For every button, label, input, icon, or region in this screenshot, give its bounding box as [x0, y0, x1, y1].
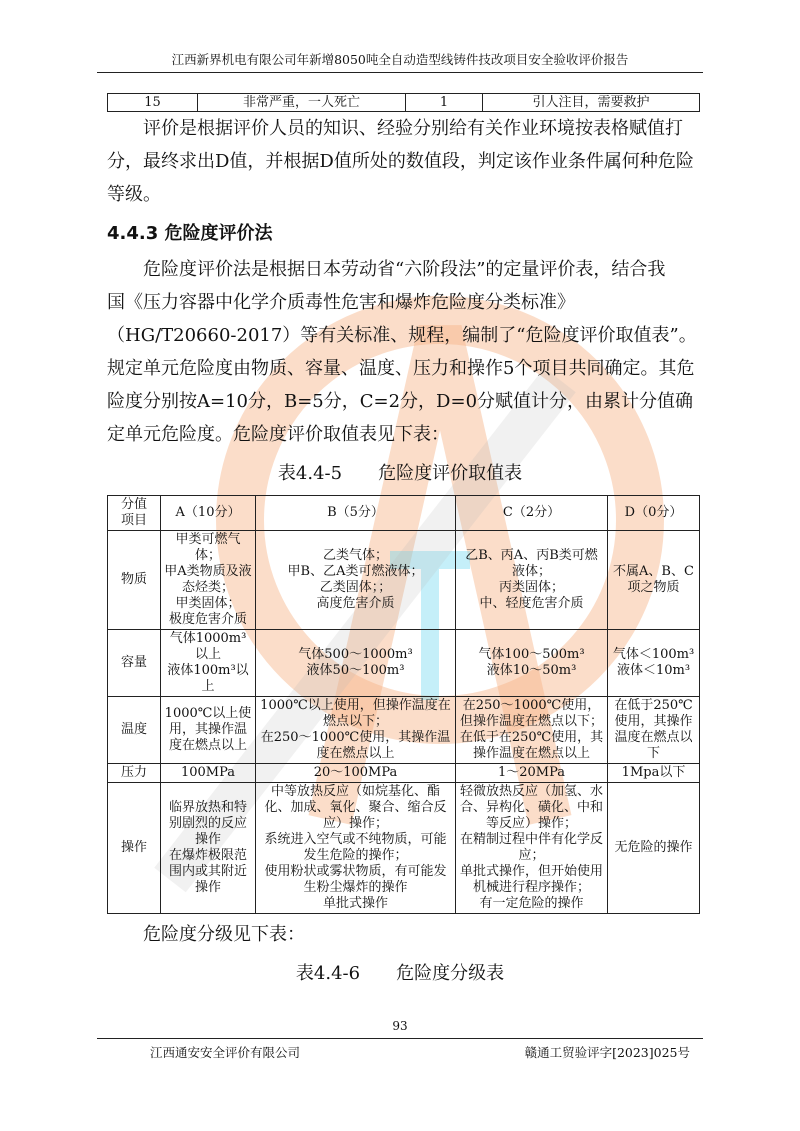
- table-row: [108, 531, 700, 630]
- page-header: 江西新界机电有限公司年新增8050吨全自动造型线铸件技改项目安全验收评价报告: [171, 52, 629, 67]
- table-row: [108, 764, 700, 783]
- paragraph-line: 规定单元危险度由物质、容量、温度、压力和操作5个项目共同确定。其危险度分别按A=10分，B=5分，C=2分，D=0分赋值计分，由累计分值确定单元危险度。危险度评价取值表见下表：: [107, 358, 695, 445]
- cell: 气体＜100m³ 液体＜10m³: [608, 630, 700, 697]
- table-row: [108, 697, 700, 764]
- cell: 物质: [108, 531, 161, 630]
- cell: 15: [108, 94, 198, 112]
- cell: 操作: [108, 783, 161, 914]
- cell: 在低于250℃使用，其操作温度在燃点以下: [608, 697, 700, 764]
- cell: 无危险的操作: [608, 783, 700, 914]
- cell: 乙类气体； 甲B、乙A类可燃液体； 乙类固体；； 高度危害介质: [256, 531, 456, 630]
- cell: 气体1000m³以上 液体100m³以上: [161, 630, 256, 697]
- table-row: [108, 94, 700, 112]
- cell: 1000℃以上使用，其操作温度在燃点以上: [161, 697, 256, 764]
- cell: 压力: [108, 764, 161, 783]
- header-divider: [97, 72, 703, 73]
- footer-report-number: 赣通工贸验评字[2023]025号: [524, 1045, 690, 1060]
- cell: 气体500～1000m³ 液体50～100m³: [256, 630, 456, 697]
- cell: 20～100MPa: [256, 764, 456, 783]
- cell: 温度: [108, 697, 161, 764]
- footer-divider: [97, 1038, 703, 1039]
- cell: 1000℃以上使用，但操作温度在燃点以下； 在250～1000℃使用，其操作温度在燃点以上: [256, 697, 456, 764]
- paragraph-line: 国《压力容器中化学介质毒性危害和爆炸危险度分类标准》: [107, 292, 575, 313]
- risk-scoring-table: [107, 495, 700, 914]
- cell: 中等放热反应（如烷基化、酯化、加成、氧化、聚合、缩合反应）操作； 系统进入空气或不纯物质，可能发生危险的操作； 使用粉状或雾状物质，有可能发生粉尘爆炸的操作 单批式操作: [256, 783, 456, 914]
- table-caption: 表4.4-5 危险度评价取值表: [277, 463, 523, 484]
- header-cell: C（2分）: [456, 496, 608, 531]
- table-row: [108, 783, 700, 914]
- footer-company: 江西通安安全评价有限公司: [150, 1045, 301, 1060]
- paragraph: 评价是根据评价人员的知识、经验分别给有关作业环境按表格赋值打分，最终求出D值，并根据D值所处的数值段，判定该作业条件属何种危险等级。: [107, 118, 694, 205]
- cell: 1Mpa以下: [608, 764, 700, 783]
- paragraph-line: （HG/T20660-2017）等有关标准、规程，编制了“危险度评价取值表”。: [107, 325, 697, 346]
- cell: 100MPa: [161, 764, 256, 783]
- header-cell: B（5分）: [256, 496, 456, 531]
- cell: 非常严重，一人死亡: [198, 94, 406, 112]
- cell: 甲类可燃气体； 甲A类物质及液态烃类； 甲类固体； 极度危害介质: [161, 531, 256, 630]
- paragraph-line: 危险度评价法是根据日本劳动省“六阶段法”的定量评价表，结合我: [143, 259, 666, 280]
- page-number: 93: [392, 1019, 408, 1033]
- footer: [0, 1006, 800, 1131]
- cell: 临界放热和特别剧烈的反应操作 在爆炸极限范围内或其附近操作: [161, 783, 256, 914]
- cell: 不属A、B、C项之物质: [608, 531, 700, 630]
- cell: 轻微放热反应（加氢、水合、异构化、磺化、中和等反应）操作； 在精制过程中伴有化学反应； 单批式操作，但开始使用机械进行程序操作； 有一定危险的操作: [456, 783, 608, 914]
- paragraph: 危险度分级见下表：: [143, 924, 305, 945]
- cell: 乙B、丙A、丙B类可燃液体； 丙类固体； 中、轻度危害介质: [456, 531, 608, 630]
- footer-row: [150, 1045, 690, 1061]
- table-caption: 表4.4-6 危险度分级表: [295, 963, 505, 984]
- cell: 1: [406, 94, 483, 112]
- table-row: [108, 630, 700, 697]
- section-heading: 4.4.3 危险度评价法: [107, 223, 273, 244]
- cell: 容量: [108, 630, 161, 697]
- cell: 引人注目，需要救护: [483, 94, 700, 112]
- table-header-row: [108, 496, 700, 531]
- top-table: [107, 93, 700, 112]
- cell: 在250～1000℃使用，但操作温度在燃点以下； 在低于在250℃使用，其操作温度在燃点以上: [456, 697, 608, 764]
- header-cell: A（10分）: [161, 496, 256, 531]
- content: [100, 93, 710, 995]
- header-cell: 分值 项目: [108, 496, 161, 531]
- header-cell: D（0分）: [608, 496, 700, 531]
- cell: 1～20MPa: [456, 764, 608, 783]
- cell: 气体100～500m³ 液体10～50m³: [456, 630, 608, 697]
